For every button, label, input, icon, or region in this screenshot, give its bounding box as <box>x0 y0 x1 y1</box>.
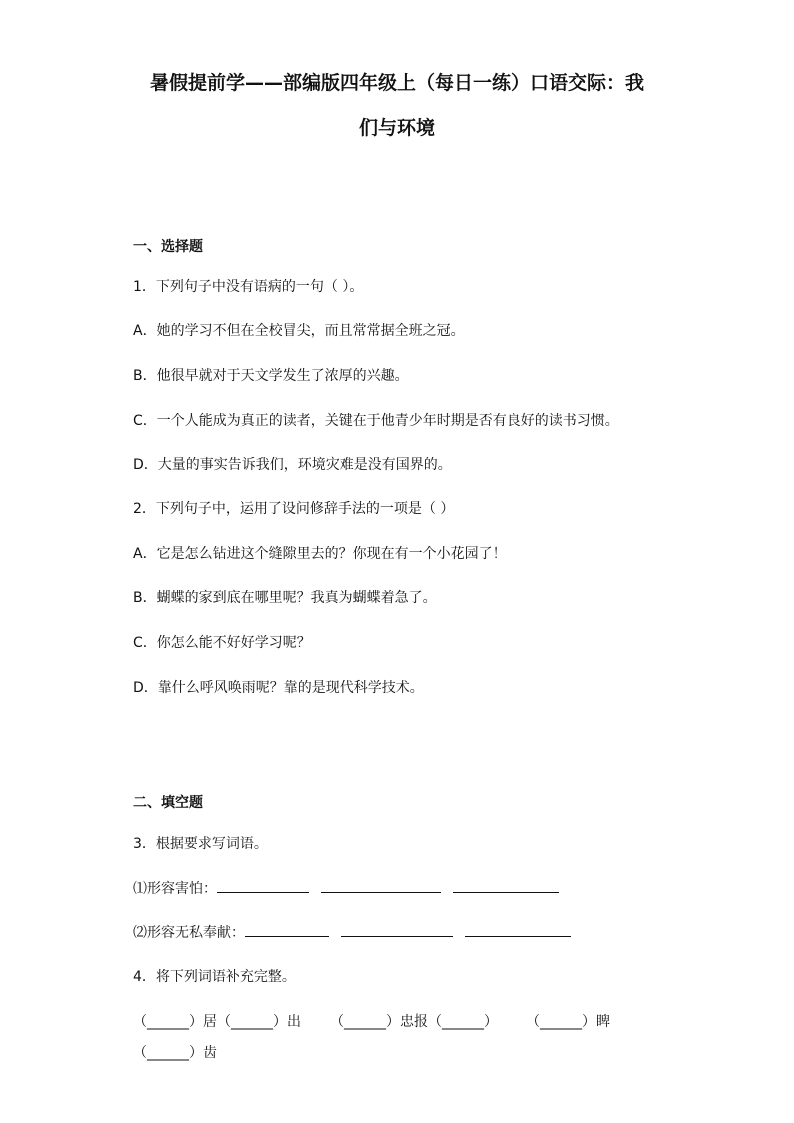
q3-part2-label: ⑵形容无私奉献： <box>133 925 245 941</box>
q3-part1-blank-2[interactable] <box>321 877 441 893</box>
section-choice-heading: 一、选择题 <box>133 239 203 255</box>
q3-stem: 3．根据要求写词语。 <box>133 836 268 852</box>
section-fill-heading: 二、填空题 <box>133 795 203 811</box>
q1-stem: 1．下列句子中没有语病的一句（ ）。 <box>133 279 364 295</box>
q2-stem: 2．下列句子中，运用了设问修辞手法的一项是（ ） <box>133 501 455 517</box>
q2-option-b: B．蝴蝶的家到底在哪里呢？我真为蝴蝶着急了。 <box>133 590 437 606</box>
q2-option-a: A．它是怎么钻进这个缝隙里去的？你现在有一个小花园了！ <box>133 546 507 562</box>
q3-part2-blank-1[interactable] <box>245 921 329 937</box>
q3-part1 <box>133 877 559 898</box>
q3-part2 <box>133 921 571 942</box>
q1-option-d: D．大量的事实告诉我们，环境灾难是没有国界的。 <box>133 457 452 473</box>
q1-option-c: C．一个人能成为真正的读者，关键在于他青少年时期是否有良好的读书习惯。 <box>133 413 619 429</box>
doc-title-line1: 暑假提前学——部编版四年级上（每日一练）口语交际：我 <box>149 72 644 94</box>
q4-stem: 4．将下列词语补充完整。 <box>133 969 296 985</box>
q1-option-b: B．他很早就对于天文学发生了浓厚的兴趣。 <box>133 368 409 384</box>
q3-part1-blank-3[interactable] <box>453 877 559 893</box>
q2-option-d: D．靠什么呼风唤雨呢？靠的是现代科学技术。 <box>133 680 424 696</box>
q4-word-3[interactable]: （______）睥 <box>526 1014 610 1030</box>
q3-part2-blank-2[interactable] <box>341 921 453 937</box>
q3-part1-label: ⑴形容害怕： <box>133 881 217 897</box>
q4-word-2[interactable]: （______）忠报（______） <box>330 1014 498 1030</box>
q2-option-c: C．你怎么能不好好学习呢？ <box>133 635 311 651</box>
q3-part1-blank-1[interactable] <box>217 877 309 893</box>
q3-part2-blank-3[interactable] <box>465 921 571 937</box>
doc-title-line2: 们与环境 <box>358 117 435 139</box>
q4-word-4[interactable]: （______）齿 <box>133 1045 217 1061</box>
q1-option-a: A．她的学习不但在全校冒尖，而且常常据全班之冠。 <box>133 323 465 339</box>
q4-word-1[interactable]: （______）居（______）出 <box>133 1014 301 1030</box>
